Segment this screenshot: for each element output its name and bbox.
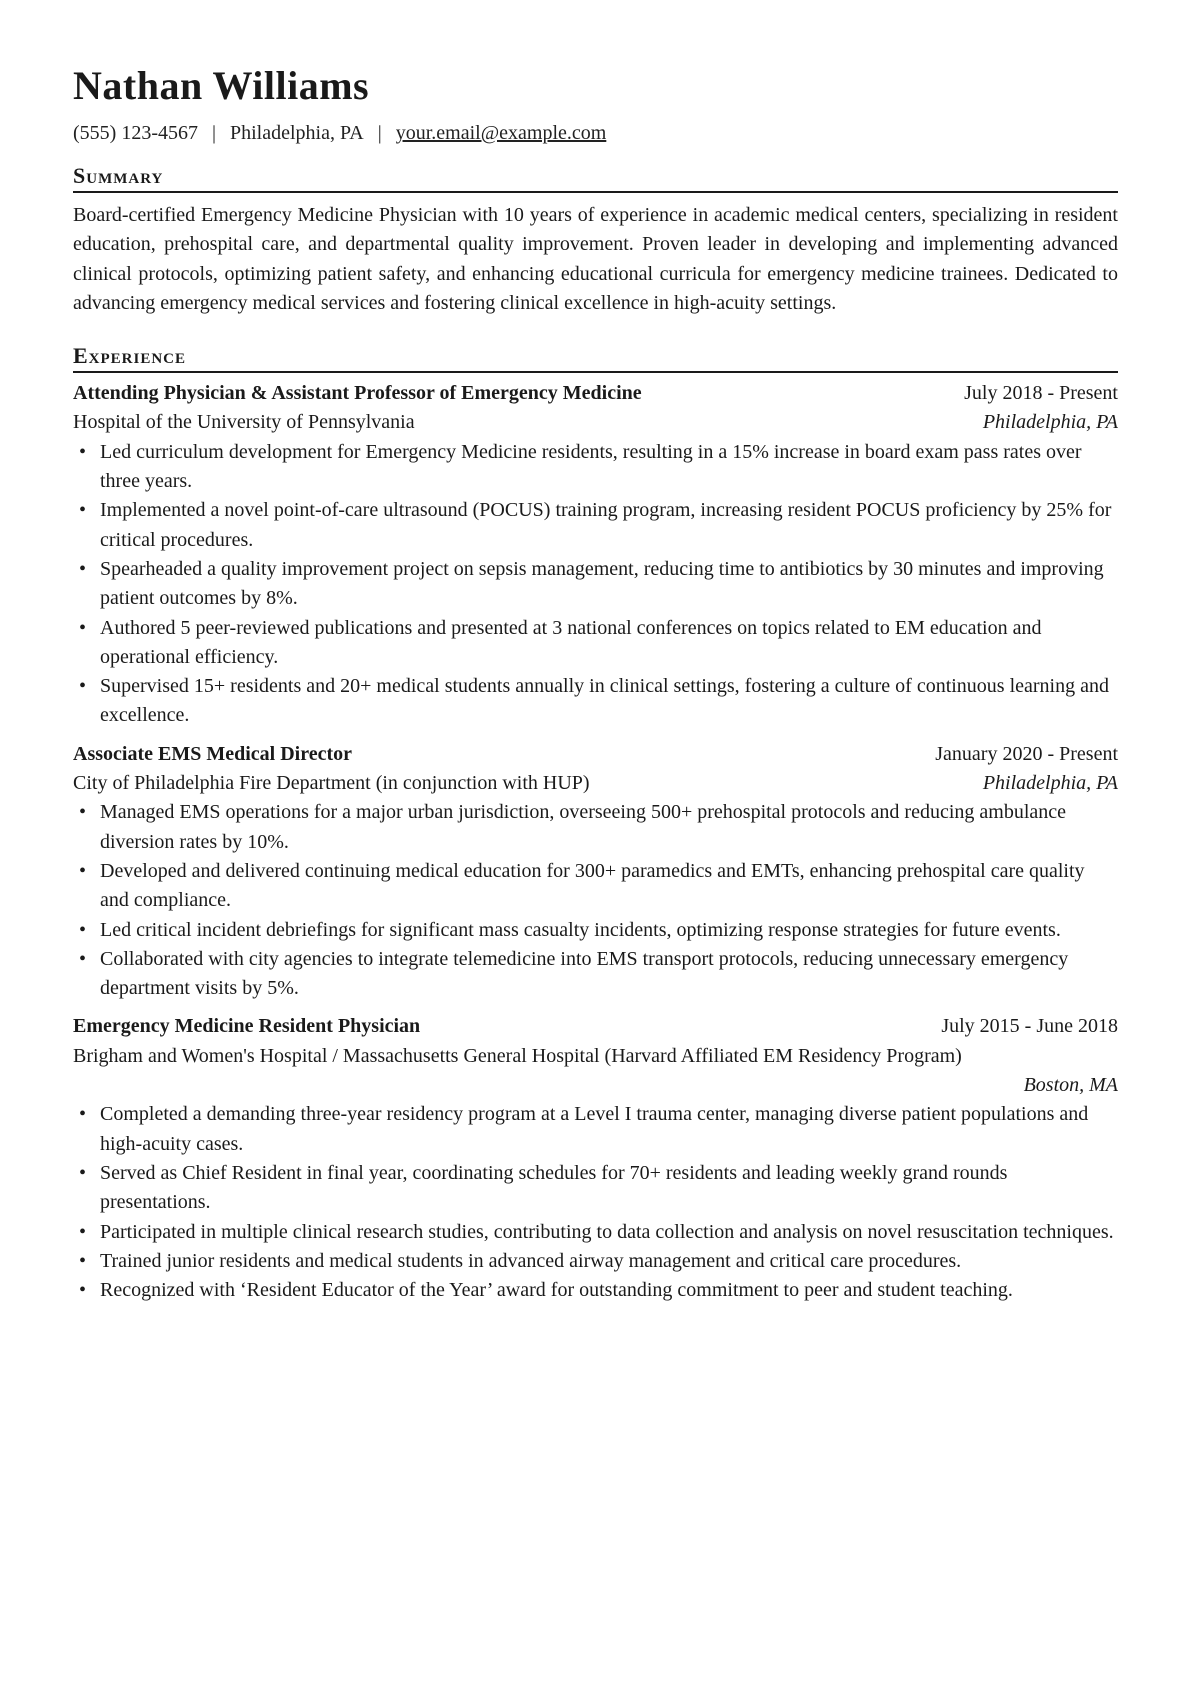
job-title: Attending Physician & Assistant Professor of Emergency Medicine: [73, 382, 642, 405]
job-organization: Brigham and Women's Hospital / Massachusetts General Hospital (Harvard Affiliated EM Residency Program): [73, 1044, 962, 1067]
job-entry: [73, 1012, 1118, 1305]
summary-heading: Summary: [73, 163, 1118, 193]
job-entry: [73, 740, 1118, 1004]
summary-text: Board-certified Emergency Medicine Physician with 10 years of experience in academic medical centers, specializing in resident education, prehospital care, and departmental quality improvement. Proven leader in developing and implementing advanced clinical protocols, optimizing patient safety, and enhancing educational curricula for emergency medicine trainees. Dedicated to advancing emergency medical services and fostering clinical excellence in high-acuity settings.: [73, 204, 1118, 314]
job-location: Philadelphia, PA: [982, 772, 1118, 795]
phone-number: (555) 123-4567: [73, 122, 198, 144]
job-header: [73, 379, 1118, 408]
list-item: • Implemented a novel point-of-care ultrasound (POCUS) training program, increasing resident POCUS proficiency by 25% for critical procedures.: [73, 496, 1118, 555]
list-item: • Managed EMS operations for a major urban jurisdiction, overseeing 500+ prehospital protocols and reducing ambulance diversion rates by 10%.: [73, 798, 1118, 857]
list-item: • Led curriculum development for Emergency Medicine residents, resulting in a 15% increase in board exam pass rates over three years.: [73, 438, 1118, 497]
job-subheader: [73, 408, 1118, 437]
job-title: Emergency Medicine Resident Physician: [73, 1015, 421, 1038]
list-item: • Recognized with ‘Resident Educator of the Year’ award for outstanding commitment to peer and student teaching.: [73, 1276, 1118, 1305]
list-item: • Trained junior residents and medical students in advanced airway management and critical care procedures.: [73, 1247, 1118, 1276]
list-item: • Authored 5 peer-reviewed publications and presented at 3 national conferences on topics related to EM education and operational efficiency.: [73, 614, 1118, 673]
job-subheader: [73, 769, 1118, 798]
job-dates: July 2018 - Present: [964, 382, 1118, 405]
job-header: [73, 1012, 1118, 1041]
candidate-name: Nathan Williams: [73, 63, 370, 108]
contact-separator: |: [211, 122, 216, 144]
experience-heading: Experience: [73, 343, 1118, 373]
job-dates: January 2020 - Present: [935, 742, 1118, 765]
email-link[interactable]: your.email@example.com: [395, 122, 607, 144]
job-bullets: [73, 438, 1118, 731]
list-item: • Served as Chief Resident in final year, coordinating schedules for 70+ residents and leading weekly grand rounds presentations.: [73, 1159, 1118, 1218]
job-organization: City of Philadelphia Fire Department (in conjunction with HUP): [73, 772, 590, 795]
list-item: • Spearheaded a quality improvement project on sepsis management, reducing time to antibiotics by 30 minutes and improving patient outcomes by 8%.: [73, 555, 1118, 614]
job-entry: [73, 379, 1118, 731]
job-location: Boston, MA: [1023, 1074, 1118, 1097]
experience-section: [73, 343, 1118, 1305]
list-item: • Developed and delivered continuing medical education for 300+ paramedics and EMTs, enhancing prehospital care quality and compliance.: [73, 857, 1118, 916]
summary-section: [73, 163, 1118, 318]
job-title: Associate EMS Medical Director: [73, 742, 352, 765]
location: Philadelphia, PA: [230, 122, 364, 144]
list-item: • Completed a demanding three-year residency program at a Level I trauma center, managing diverse patient populations and high-acuity cases.: [73, 1100, 1118, 1159]
list-item: • Led critical incident debriefings for significant mass casualty incidents, optimizing response strategies for future events.: [73, 916, 1118, 945]
contact-separator: |: [377, 122, 382, 144]
list-item: • Collaborated with city agencies to integrate telemedicine into EMS transport protocols, reducing unnecessary emergency department visits by 5%.: [73, 945, 1118, 1004]
list-item: • Participated in multiple clinical research studies, contributing to data collection and analysis on novel resuscitation techniques.: [73, 1218, 1118, 1247]
job-location: Philadelphia, PA: [982, 411, 1118, 434]
job-dates: July 2015 - June 2018: [941, 1015, 1118, 1038]
job-bullets: [73, 798, 1118, 1003]
job-subheader: [73, 1042, 1118, 1101]
job-bullets: [73, 1100, 1118, 1305]
list-item: • Supervised 15+ residents and 20+ medical students annually in clinical settings, fostering a culture of continuous learning and excellence.: [73, 672, 1118, 731]
job-header: [73, 740, 1118, 769]
job-organization: Hospital of the University of Pennsylvania: [73, 411, 415, 434]
contact-line: [73, 120, 1118, 146]
